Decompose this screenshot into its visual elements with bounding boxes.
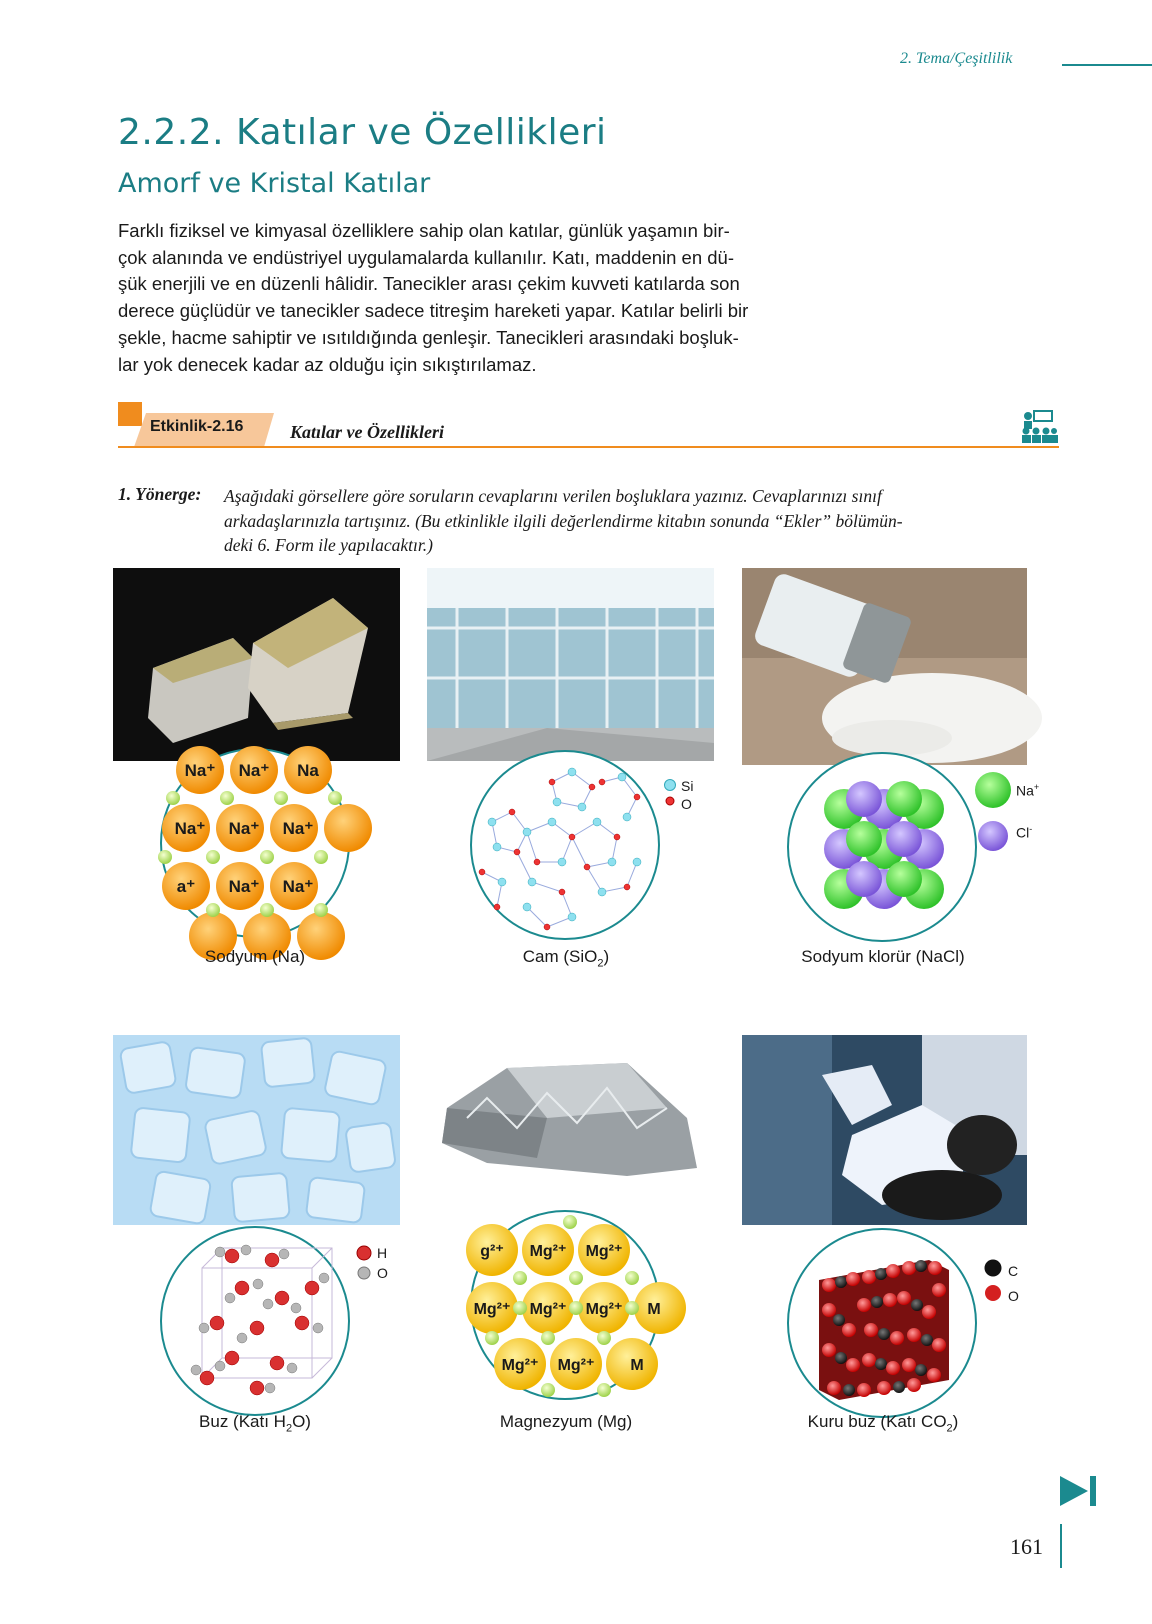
svg-text:Mg²⁺: Mg²⁺: [501, 1357, 539, 1374]
caption-nacl: Sodyum klorür (NaCl): [801, 947, 965, 966]
legend-h: H: [377, 1245, 388, 1261]
svg-text:Na⁺: Na⁺: [184, 761, 216, 780]
intro-line: çok alanında ve endüstriyel uygulamalarda kullanılır. Katı, maddenin en dü-: [118, 246, 735, 268]
dry-ice-lattice: [789, 1230, 975, 1416]
sodium-lattice: [162, 750, 348, 936]
caption-glass-end: ): [603, 947, 610, 966]
caption-dry-ice-end: ): [952, 1412, 959, 1431]
intro-paragraph: [118, 218, 828, 378]
svg-text:Mg²⁺: Mg²⁺: [529, 1243, 567, 1260]
intro-line: şük enerjili ve en düzenli hâlidir. Tanecikler arası çekim kuvveti katılarda son: [118, 273, 740, 295]
svg-text:Mg²⁺: Mg²⁺: [557, 1357, 595, 1374]
section-title: 2.2.2. Katılar ve Özellikleri: [118, 112, 607, 153]
magnesium-photo: [427, 1048, 714, 1188]
ice-model-circle: [160, 1226, 350, 1416]
caption-dry-ice: [733, 1412, 1033, 1434]
svg-text:a⁺: a⁺: [176, 877, 196, 896]
legend-si: Si: [681, 778, 694, 794]
magnesium-model-circle: [470, 1210, 660, 1400]
dry-ice-model-circle: [787, 1228, 977, 1418]
glass-building-photo: [427, 568, 714, 761]
sodium-model-circle: [160, 748, 350, 938]
legend-co2-markers: [983, 1258, 1003, 1304]
caption-magnesium: Magnezyum (Mg): [499, 1412, 633, 1431]
instruction-line: deki 6. Form ile yapılacaktır.): [224, 535, 433, 555]
svg-text:M: M: [630, 1357, 644, 1374]
legend-cl-charge: -: [1029, 824, 1033, 834]
intro-line: Farklı fiziksel ve kimyasal özelliklere sahip olan katılar, günlük yaşamın bir-: [118, 220, 730, 241]
svg-text:Mg²⁺: Mg²⁺: [585, 1301, 623, 1318]
legend-na: [1016, 782, 1039, 799]
caption-glass-sub: 2: [597, 957, 604, 970]
legend-o: O: [681, 796, 692, 812]
section-subtitle: Amorf ve Kristal Katılar: [118, 168, 431, 199]
svg-text:Na⁺: Na⁺: [228, 877, 260, 896]
page-number: 161: [1010, 1534, 1043, 1559]
svg-text:Na⁺: Na⁺: [228, 819, 260, 838]
svg-text:g²⁺: g²⁺: [480, 1243, 504, 1260]
activity-label: Etkinlik-2.16: [150, 418, 244, 435]
theme-header: 2. Tema/Çeşitlilik: [900, 50, 1013, 67]
salt-shaker-photo: [742, 568, 1027, 765]
caption-glass: [416, 947, 716, 969]
next-page-icon[interactable]: [1060, 1474, 1100, 1508]
activity-name: Katılar ve Özellikleri: [290, 422, 444, 442]
legend-na-charge: +: [1033, 782, 1040, 792]
legend-cl-text: Cl: [1016, 824, 1030, 841]
legend-o-ice: O: [377, 1265, 388, 1281]
legend-cl: [1016, 824, 1032, 841]
nacl-lattice: [789, 754, 975, 940]
caption-ice-sub: 2: [285, 1422, 293, 1435]
nacl-model-circle: [787, 752, 977, 942]
intro-line: lar yok denecek kadar az olduğu için sıkıştırılamaz.: [118, 353, 537, 375]
svg-text:Na⁺: Na⁺: [174, 819, 206, 838]
intro-line: şekle, hacme sahiptir ve ısıtıldığında genleşir. Tanecikleri arasındaki boşluk-: [118, 326, 739, 348]
glass-network: [472, 752, 658, 938]
svg-text:Mg²⁺: Mg²⁺: [529, 1301, 567, 1318]
svg-text:Mg²⁺: Mg²⁺: [473, 1301, 511, 1318]
caption-sodium: Sodyum (Na): [204, 947, 306, 966]
legend-ice-markers: [355, 1244, 373, 1282]
instruction-line: Aşağıdaki görsellere göre soruların cevaplarını verilen boşluklara yazınız. Cevaplarınızı sınıf: [224, 486, 882, 506]
svg-text:Mg²⁺: Mg²⁺: [585, 1243, 623, 1260]
ice-cubes-photo: [113, 1035, 400, 1225]
caption-ice: [105, 1412, 405, 1434]
svg-text:M: M: [647, 1301, 661, 1318]
caption-dry-ice-text: Kuru buz (Katı CO: [807, 1412, 947, 1431]
dry-ice-photo: [742, 1035, 1027, 1225]
group-activity-icon: [1020, 408, 1058, 444]
ice-lattice: [162, 1228, 348, 1414]
svg-text:Na⁺: Na⁺: [238, 761, 270, 780]
svg-text:Na: Na: [297, 761, 319, 780]
legend-na-text: Na: [1016, 782, 1034, 799]
instruction-label: 1. Yönerge:: [118, 484, 202, 504]
legend-nacl-markers: [973, 770, 1013, 860]
instruction-text: [224, 484, 1062, 558]
svg-text:Na⁺: Na⁺: [282, 877, 314, 896]
activity-marker: [118, 402, 142, 426]
sodium-photo: [113, 568, 400, 761]
page-number-rule: [1060, 1524, 1062, 1568]
caption-dry-ice-sub: 2: [946, 1422, 953, 1435]
legend-c: C: [1008, 1263, 1019, 1279]
intro-line: derece güçlüdür ve tanecikler sadece titreşim hareketi yapar. Katılar belirli bir: [118, 300, 749, 322]
caption-ice-end: O): [292, 1412, 311, 1431]
caption-ice-text: Buz (Katı H: [199, 1412, 286, 1431]
magnesium-lattice: [472, 1212, 661, 1398]
legend-glass-markers: [663, 778, 677, 810]
svg-text:Na⁺: Na⁺: [282, 819, 314, 838]
instruction-line: arkadaşlarınızla tartışınız. (Bu etkinlikle ilgili değerlendirme kitabın sonunda “Ekler” bölümün-: [224, 510, 903, 531]
caption-glass-text: Cam (SiO: [522, 947, 598, 966]
activity-rule: [118, 446, 1059, 448]
legend-o-co2: O: [1008, 1288, 1019, 1304]
header-rule: [1062, 64, 1152, 66]
glass-model-circle: [470, 750, 660, 940]
